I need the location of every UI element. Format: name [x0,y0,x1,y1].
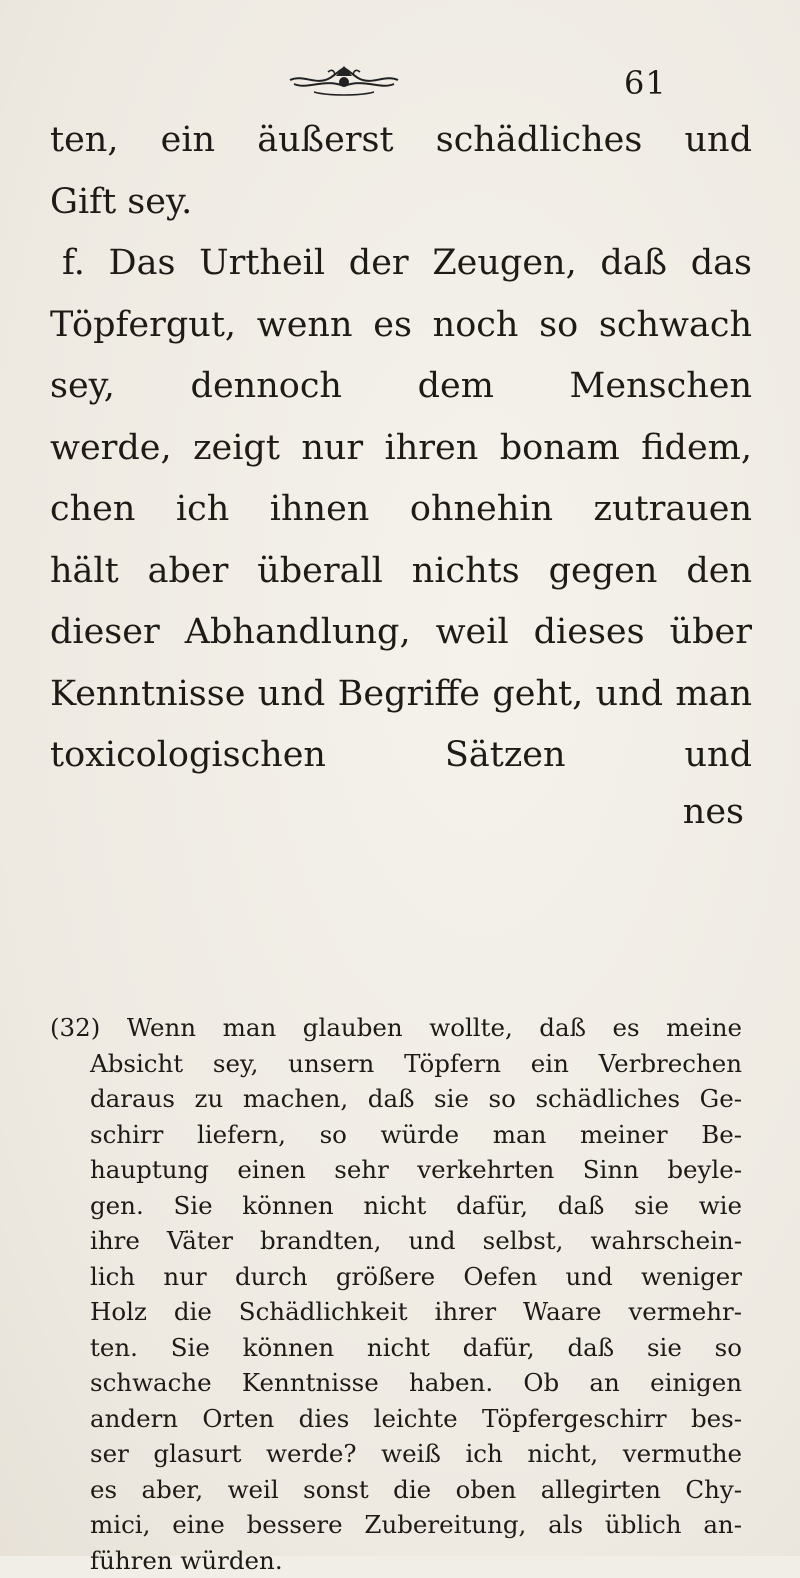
text-line: ten, ein äußerst schädliches und [50,110,752,172]
text-line: chen ich ihnen ohnehin zutrauen [50,479,752,541]
footnote-line: ser glasurt werde? weiß ich nicht, vermuthe [50,1436,742,1472]
footnote-block [50,1010,742,1578]
text-line: sey, dennoch dem Menschen [50,356,752,418]
main-text-block [50,110,752,837]
footnote-line: es aber, weil sonst die oben allegirten Chy- [50,1472,742,1508]
footnote-line: andern Orten dies leichte Töpfergeschirr bes- [50,1401,742,1437]
footnote-line: lich nur durch größere Oefen und weniger [50,1259,742,1295]
text-line: Kenntnisse und Begriffe geht, und man [50,664,752,726]
page-number: 61 [624,64,667,102]
text-line: hält aber überall nichts gegen den [50,541,752,603]
printers-ornament-icon [284,64,404,100]
footnote-line: ten. Sie können nicht dafür, daß sie so [50,1330,742,1366]
text-line: Töpfergut, wenn es noch so schwach [50,295,752,357]
footnote-line: hauptung einen sehr verkehrten Sinn beyle- [50,1152,742,1188]
footnote-line: Absicht sey, unsern Töpfern ein Verbrechen [50,1046,742,1082]
text-line: toxicologischen Sätzen und [50,725,752,787]
footnote-line: mici, eine bessere Zubereitung, als üblich an- [50,1507,742,1543]
text-line: werde, zeigt nur ihren bonam fidem, [50,418,752,480]
footnote-line: daraus zu machen, daß sie so schädliches Ge- [50,1081,742,1117]
footnote-line: führen würden. [50,1543,742,1578]
footnote-line: Holz die Schädlichkeit ihrer Waare vermehr- [50,1294,742,1330]
footnote-line: schwache Kenntnisse haben. Ob an einigen [50,1365,742,1401]
footnote-line: schirr liefern, so würde man meiner Be- [50,1117,742,1153]
footnote-line: ihre Väter brandten, und selbst, wahrschein- [50,1223,742,1259]
footnote-line: gen. Sie können nicht dafür, daß sie wie [50,1188,742,1224]
footnote-line: (32) Wenn man glauben wollte, daß es meine [50,1010,742,1046]
catchword: nes [50,787,752,837]
text-line: Gift sey. [50,172,752,234]
text-line: dieser Abhandlung, weil dieses über [50,602,752,664]
text-line: f. Das Urtheil der Zeugen, daß das [50,233,752,295]
